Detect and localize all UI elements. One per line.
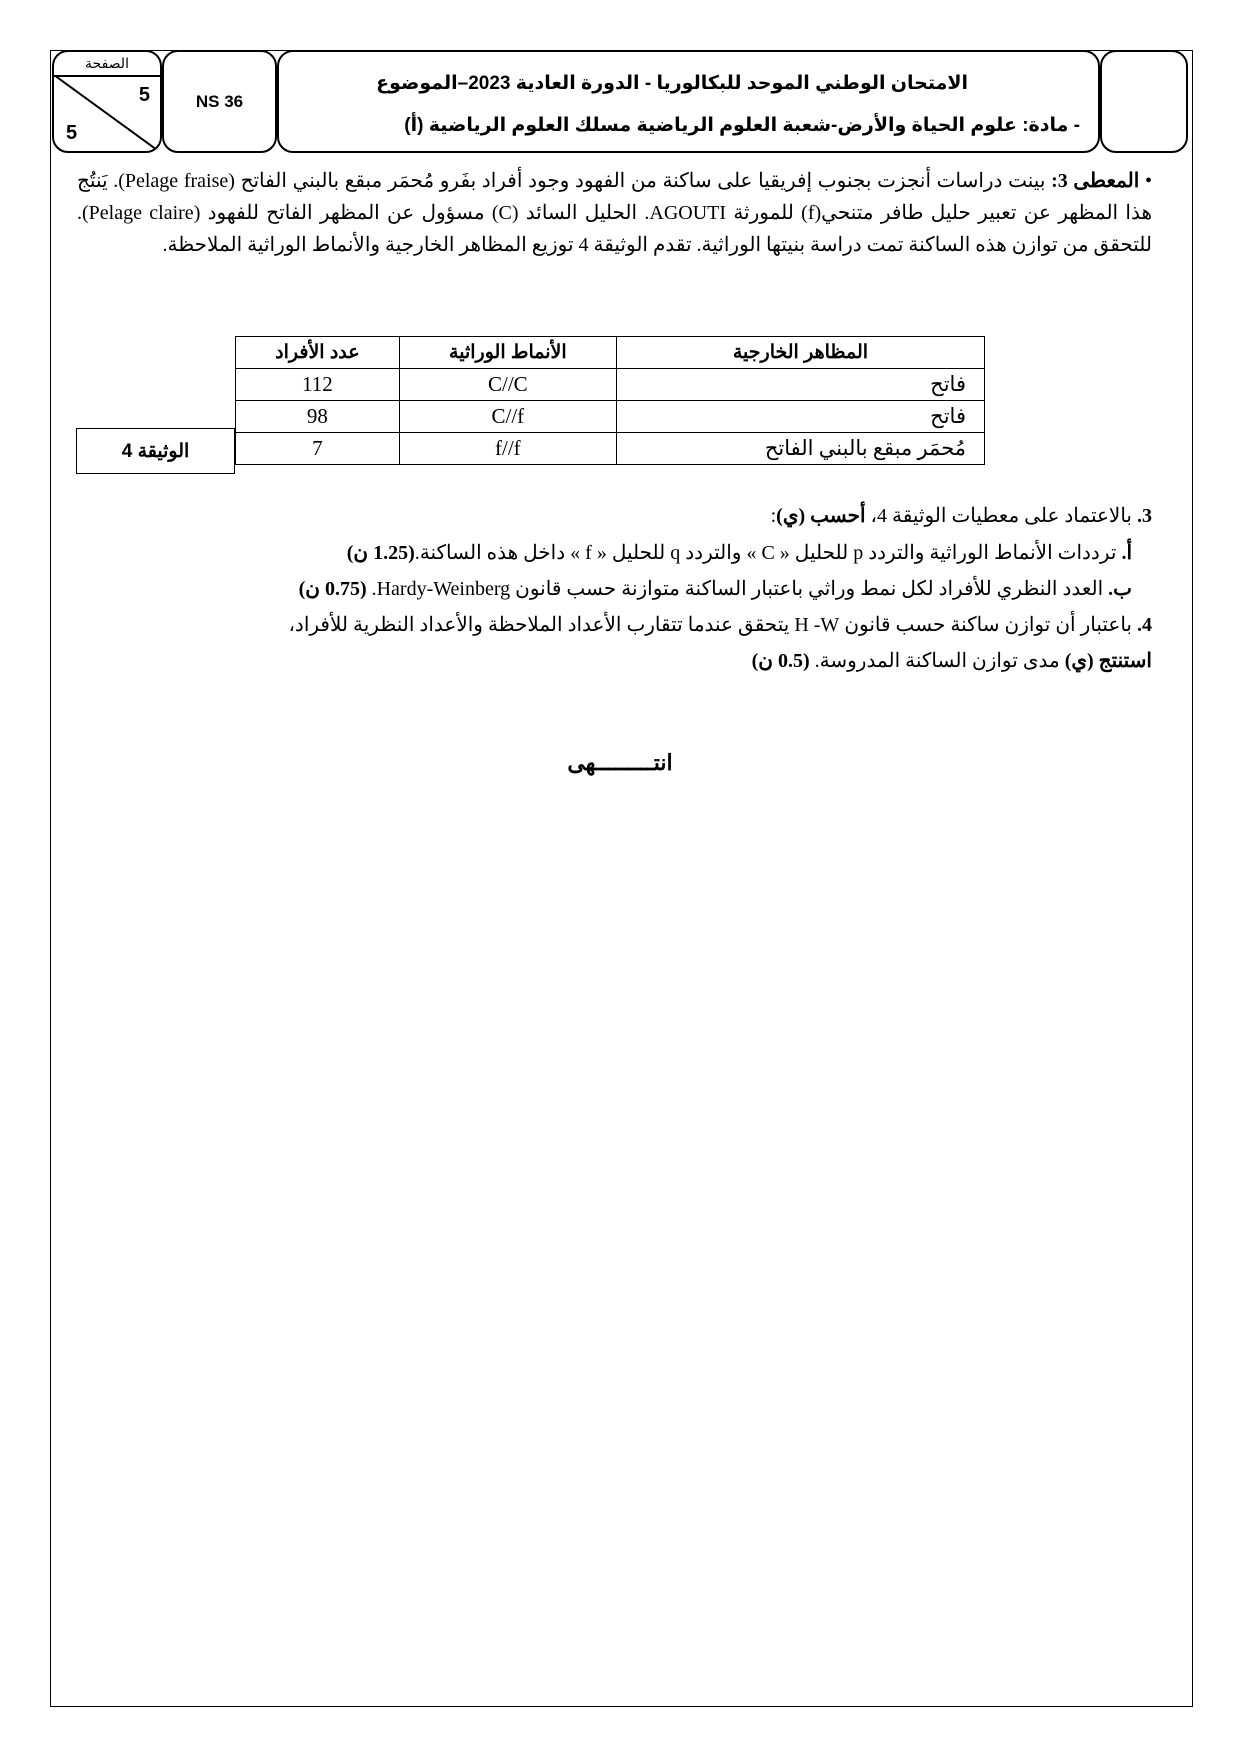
header-empty-box [1100,50,1188,153]
table-row [236,433,985,465]
table-cell: C//C [399,369,616,401]
page-number-box [52,50,162,153]
page-frame [50,50,1193,1707]
table-row [236,401,985,433]
question-text: : [770,505,777,527]
document-label: الوثيقة 4 [76,428,235,474]
table-cell: فاتح [616,401,984,433]
question-text: بالاعتماد على معطيات الوثيقة 4، [865,505,1137,527]
table-cell: 7 [236,433,400,465]
question-text: ترددات الأنماط الوراثية والتردد p للحليل « C » والتردد q للحليل « f » داخل هذه الساكنة. [414,542,1122,564]
table-cell: 112 [236,369,400,401]
question-letter: أ. [1121,542,1132,564]
question-points: (1.25 ن) [346,542,415,564]
exam-title-box [277,50,1100,153]
exam-title: الامتحان الوطني الموحد للبكالوريا - الدورة العادية 2023–الموضوع [376,73,968,94]
page-label: الصفحة [85,55,129,71]
question-letter: ب. [1108,578,1132,600]
intro-paragraph [77,165,1152,261]
question-4-continued [752,648,1152,673]
question-3b [299,576,1132,601]
question-verb: أحسب (ي) [776,505,866,527]
column-header: عدد الأفراد [236,337,400,369]
question-number: 4. [1137,614,1152,636]
question-3 [771,503,1152,528]
table-cell: C//f [399,401,616,433]
question-number: 3. [1137,505,1152,527]
question-verb: استنتج (ي) [1064,650,1152,672]
question-3a [347,540,1132,565]
exam-code: NS 36 [195,91,244,111]
page-total: 5 [66,122,78,144]
question-points: (0.75 ن) [298,578,367,600]
exam-subject: - مادة: علوم الحياة والأرض-شعبة العلوم الرياضية مسلك العلوم الرياضية (أ) [404,115,1080,136]
genotype-table [235,336,985,465]
column-header: المظاهر الخارجية [616,337,984,369]
intro-text: بينت دراسات أنجزت بجنوب إفريقيا على ساكنة من الفهود وجود أفراد بفَرو مُحمَر مبقع بالبني الفاتح (Pelage fraise). يَنتُج هذا المظهر عن تعبير حليل طافر متنحي(f) للمورثة AGOUTI. الحليل السائد (C) مسؤول عن المظهر الفاتح للفهود (Pelage claire). للتحقق من توازن هذه الساكنة تمت دراسة بنيتها الوراثية. تقدم الوثيقة 4 توزيع المظاهر الخارجية والأنماط الوراثية الملاحظة. [77,170,1152,256]
table-cell: مُحمَر مبقع بالبني الفاتح [616,433,984,465]
table-cell: f//f [399,433,616,465]
question-text: مدى توازن الساكنة المدروسة. [809,650,1065,672]
table-row [236,369,985,401]
question-text: باعتبار أن توازن ساكنة حسب قانون H -W يتحقق عندما تتقارب الأعداد الملاحظة والأعداد النظرية للأفراد، [288,614,1137,636]
table-cell: 98 [236,401,400,433]
question-text: العدد النظري للأفراد لكل نمط وراثي باعتبار الساكنة متوازنة حسب قانون Hardy-Weinberg. [366,578,1109,600]
column-header: الأنماط الوراثية [399,337,616,369]
question-4 [288,612,1152,637]
exam-code-box [162,50,277,153]
intro-heading: المعطى 3: [1051,170,1140,192]
table-cell: فاتح [616,369,984,401]
table-header-row [236,337,985,369]
end-marker: انتـــــــــهى [567,750,673,775]
bullet: • [1145,170,1153,192]
question-points: (0.5 ن) [751,650,810,672]
page-current: 5 [138,84,150,106]
